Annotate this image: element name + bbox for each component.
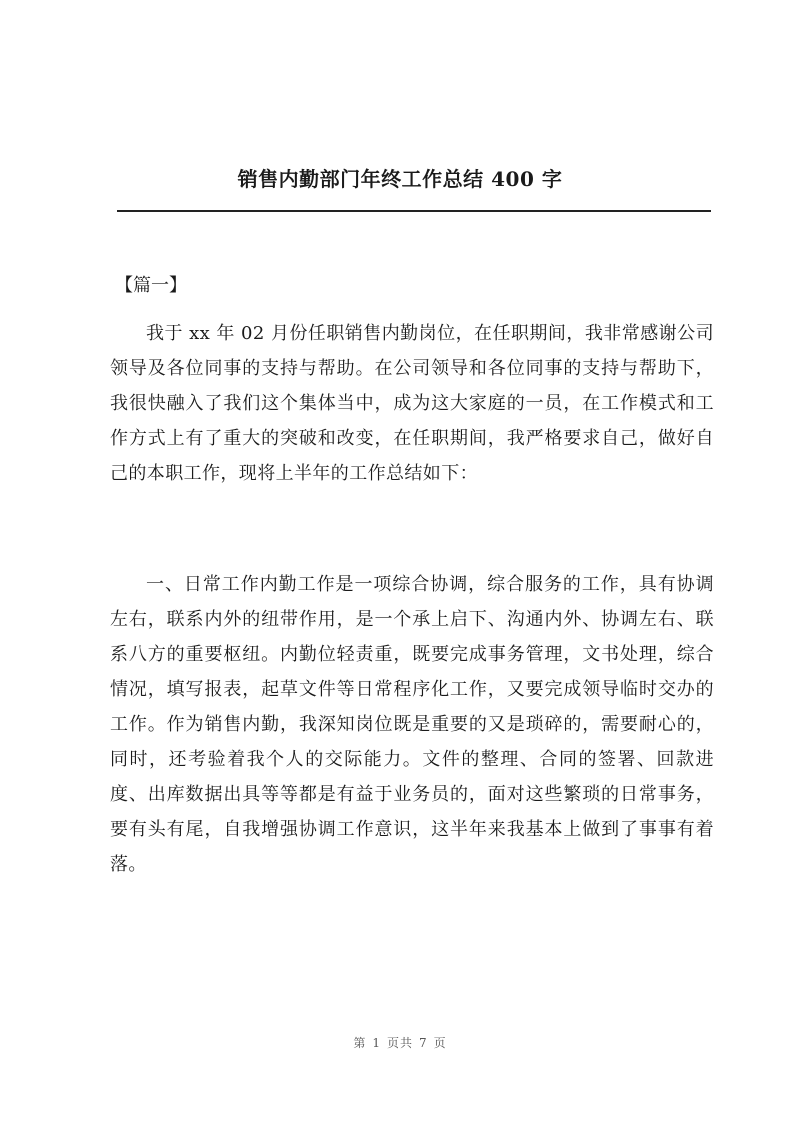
paragraph-text: 我于 xx 年 02 月份任职销售内勤岗位，在任职期间，我非常感谢公司领导及各位同事的支持与帮助。在公司领导和各位同事的支持与帮助下，我很快融入了我们这个集体当中，成为这大家庭的一员，在工作模式和工作方式上有了重大的突破和改变，在任职期间，我严格要求自己，做好自己的本职工作，现将上半年的工作总结如下： — [110, 323, 714, 484]
section-heading: 【篇一】 — [115, 275, 187, 296]
footer-page-total: 7 — [419, 1036, 428, 1050]
footer-page-prefix: 第 — [353, 1036, 367, 1050]
body-paragraph-1 — [110, 316, 714, 491]
footer-page-current: 1 — [372, 1036, 381, 1050]
title-divider — [117, 210, 711, 212]
paragraph-text: 一、日常工作内勤工作是一项综合协调，综合服务的工作，具有协调左右，联系内外的纽带作用，是一个承上启下、沟通内外、协调左右、联系八方的重要枢纽。内勤位轻责重，既要完成事务管理，文书处理，综合情况，填写报表，起草文件等日常程序化工作，又要完成领导临时交办的工作。作为销售内勤，我深知岗位既是重要的又是琐碎的，需要耐心的，同时，还考验着我个人的交际能力。文件的整理、合同的签署、回款进度、出库数据出具等等都是有益于业务员的，面对这些繁琐的日常事务，要有头有尾，自我增强协调工作意识，这半年来我基本上做到了事事有着落。 — [110, 574, 714, 875]
page-title: 销售内勤部门年终工作总结 400 字 — [237, 167, 563, 191]
body-paragraph-2 — [110, 567, 714, 882]
page-footer — [0, 1034, 800, 1051]
footer-page-suffix: 页 — [433, 1036, 447, 1050]
footer-page-middle: 页共 — [386, 1036, 413, 1050]
